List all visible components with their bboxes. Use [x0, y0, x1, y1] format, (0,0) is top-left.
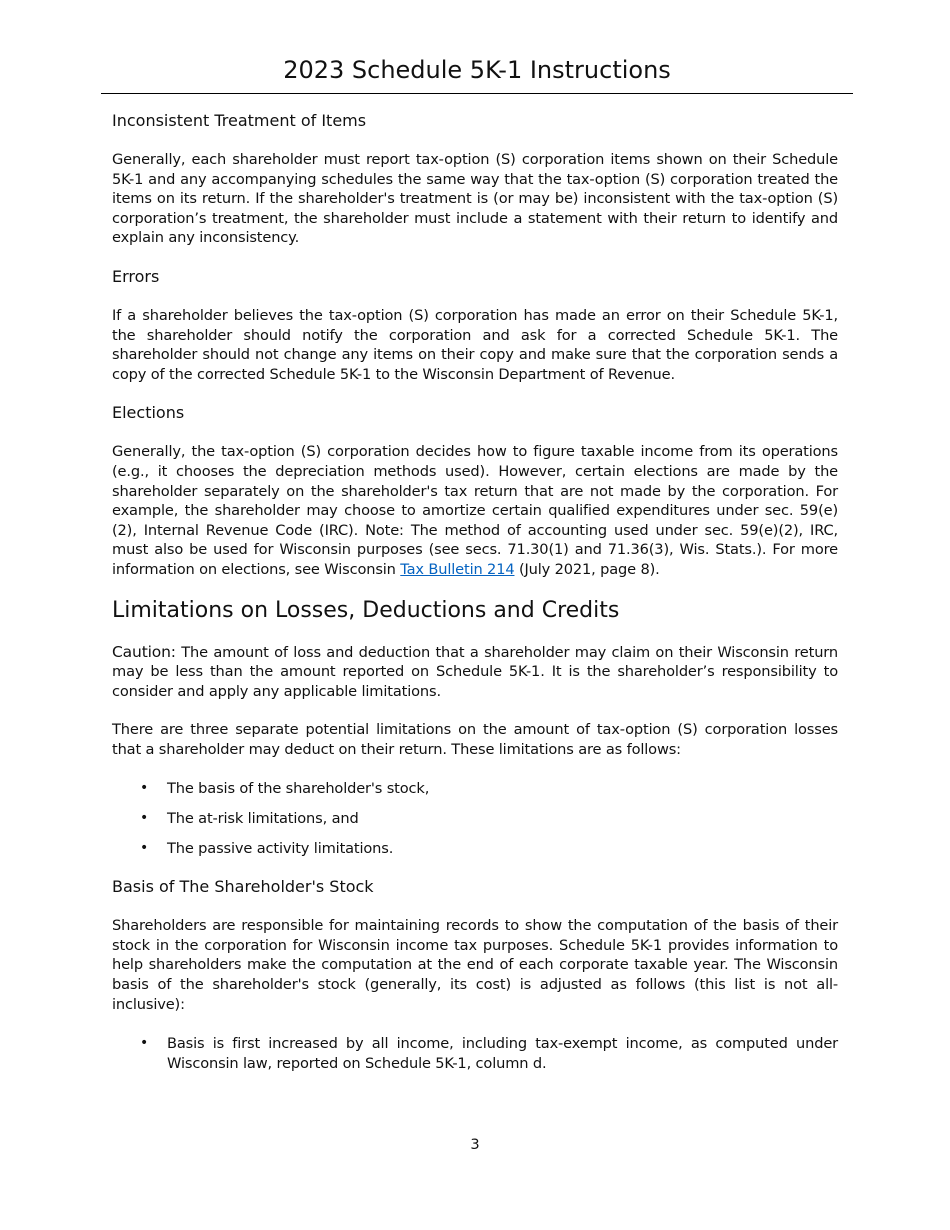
list-item	[112, 1034, 838, 1073]
list-item-text: Basis is first increased by all income, including tax-exempt income, as computed under Wisconsin law, reported on Schedule 5K-1, column d.	[167, 1035, 838, 1072]
paragraph-basis-of-stock: Shareholders are responsible for maintaining records to show the computation of the basis of their stock in the corporation for Wisconsin income tax purposes. Schedule 5K-1 provides information to help shareholders make the computation at the end of each corporate taxable year. The Wisconsin basis of the shareholder's stock (generally, its cost) is adjusted as follows (this list is not all-inclusive):	[112, 917, 838, 1013]
heading-elections: Elections	[112, 403, 185, 423]
list-item	[112, 809, 838, 829]
list-item-text: The passive activity limitations.	[167, 839, 394, 857]
basis-adjustments-list	[112, 1034, 838, 1073]
limitations-list	[112, 779, 838, 858]
tax-bulletin-214-link[interactable]: Tax Bulletin 214	[400, 560, 515, 578]
bullet-icon: •	[140, 1035, 149, 1052]
heading-errors: Errors	[112, 266, 160, 286]
heading-inconsistent-treatment: Inconsistent Treatment of Items	[112, 111, 367, 130]
document-body	[112, 110, 838, 1073]
bullet-icon: •	[140, 839, 149, 856]
caution-label: Caution:	[112, 642, 176, 661]
elections-text: Generally, the tax-option (S) corporation decides how to figure taxable income from its operations (e.g., it chooses the depreciation methods used). However, certain elections are made by the shareholder separately on the shareholder's tax return that are not made by the corporation. For example, the shareholder may choose to amortize certain qualified expenditures under sec. 59(e)(2), Internal Revenue Code (IRC). Note: The method of accounting used under sec. 59(e)(2), IRC, must also be used for Wisconsin purposes (see secs. 71.30(1) and 71.36(3), Wis. Stats.). For more information on elections, see Wisconsin	[112, 443, 838, 578]
page-header-title: 2023 Schedule 5K-1 Instructions	[101, 54, 853, 94]
list-item-text: The at-risk limitations, and	[167, 810, 359, 828]
paragraph-elections	[112, 442, 838, 579]
list-item-text: The basis of the shareholder's stock,	[167, 780, 430, 798]
bullet-icon: •	[140, 780, 149, 797]
section-title-limitations: Limitations on Losses, Deductions and Credits	[112, 597, 620, 623]
list-item	[112, 779, 838, 799]
list-item	[112, 839, 838, 859]
heading-basis-of-stock: Basis of The Shareholder's Stock	[112, 877, 374, 897]
bullet-icon: •	[140, 810, 149, 827]
paragraph-caution	[112, 643, 838, 702]
elections-text-end: (July 2021, page 8).	[514, 560, 660, 578]
paragraph-errors: If a shareholder believes the tax-option (S) corporation has made an error on their Schedule 5K-1, the shareholder should notify the corporation and ask for a corrected Schedule 5K-1. The shareholder should not change any items on their copy and make sure that the corporation sends a copy of the corrected Schedule 5K-1 to the Wisconsin Department of Revenue.	[112, 306, 838, 383]
caution-text: The amount of loss and deduction that a shareholder may claim on their Wisconsin return may be less than the amount reported on Schedule 5K-1. It is the shareholder’s responsibility to consider and apply any applicable limitations.	[112, 643, 838, 700]
paragraph-inconsistent-treatment: Generally, each shareholder must report tax-option (S) corporation items shown on their Schedule 5K-1 and any accompanying schedules the same way that the tax-option (S) corporation treated the items on its return. If the shareholder's treatment is (or may be) inconsistent with the tax-option (S) corporation’s treatment, the shareholder must include a statement with their return to identify and explain any inconsistency.	[112, 151, 838, 247]
paragraph-limitations-intro: There are three separate potential limitations on the amount of tax-option (S) corporation losses that a shareholder may deduct on their return. These limitations are as follows:	[112, 721, 838, 758]
page-number: 3	[470, 1136, 480, 1153]
